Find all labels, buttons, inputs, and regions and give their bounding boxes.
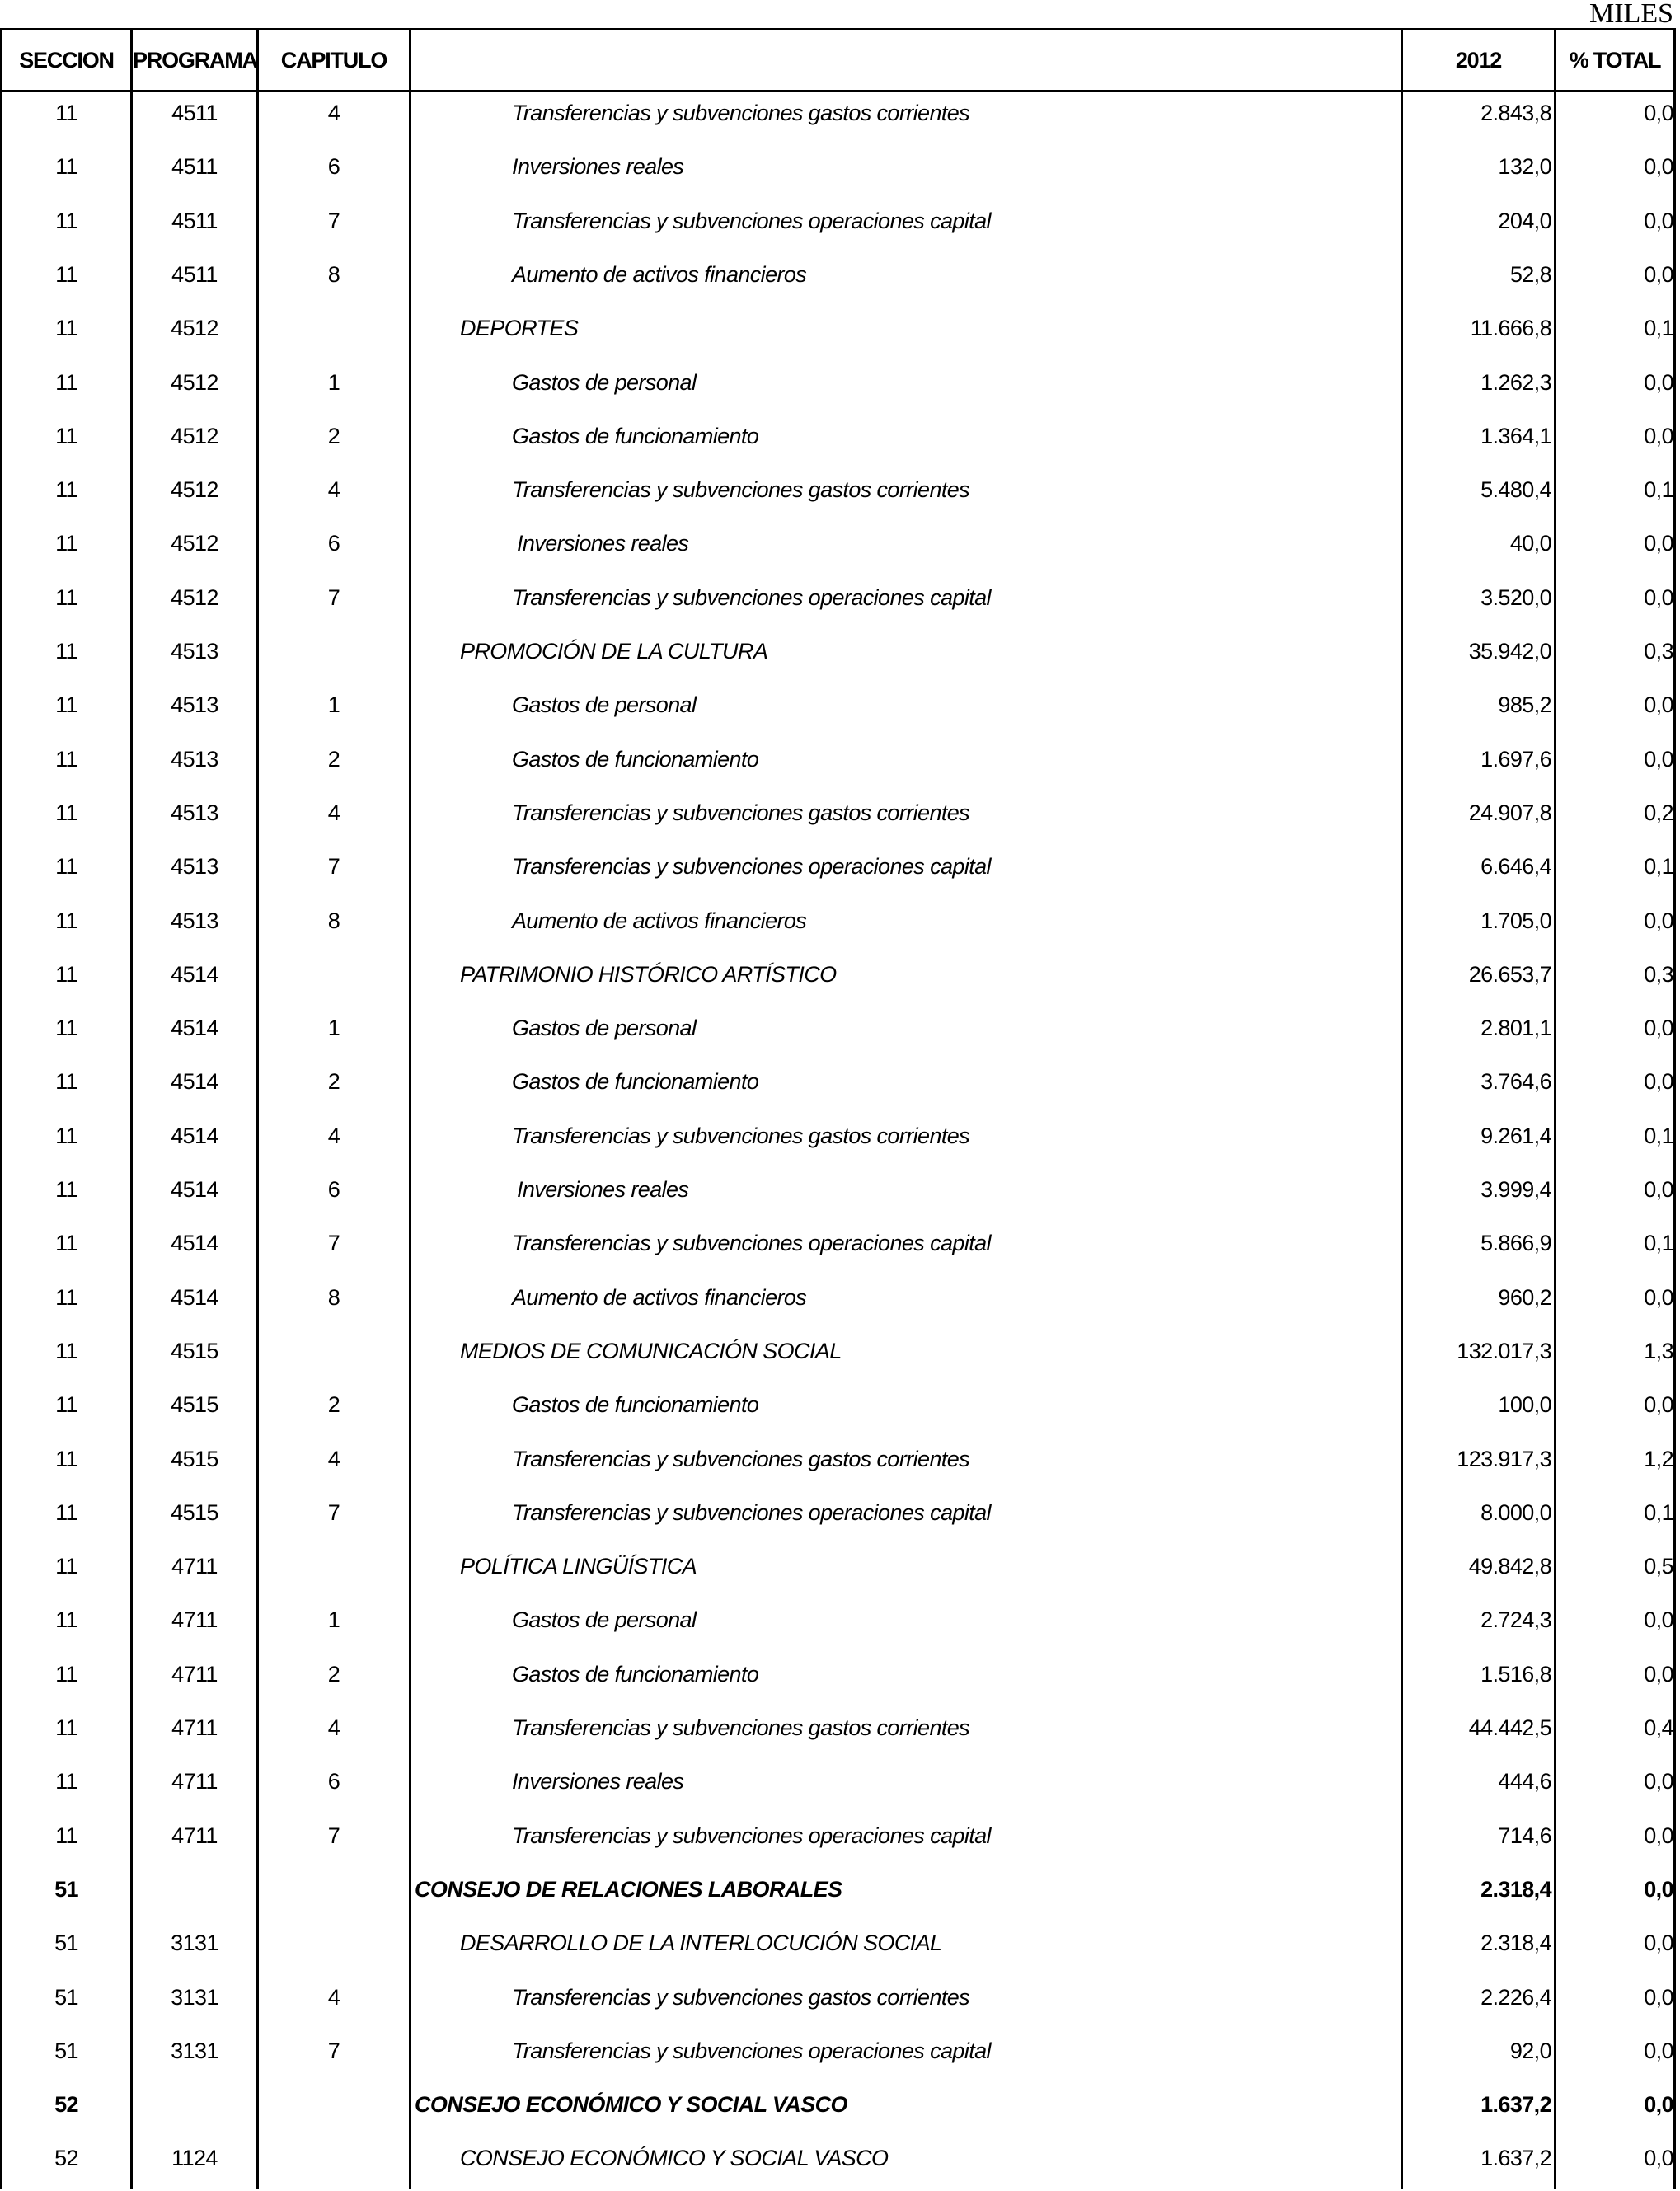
row-capitulo: 2 xyxy=(327,746,340,772)
row-pct-total: 0,0 xyxy=(1644,584,1673,610)
row-importe: 2.226,4 xyxy=(1481,1984,1551,2010)
table-row xyxy=(2,1438,1673,1492)
row-capitulo xyxy=(259,1546,409,1599)
table-row xyxy=(2,792,1673,846)
row-capitulo: 1 xyxy=(327,1607,340,1633)
row-importe: 2.318,4 xyxy=(1481,1876,1551,1902)
budget-table xyxy=(0,28,1676,2189)
row-seccion: 11 xyxy=(55,1499,77,1525)
row-capitulo: 7 xyxy=(327,1499,340,1525)
row-importe: 8.000,0 xyxy=(1481,1499,1551,1525)
table-row xyxy=(2,2030,1673,2084)
row-descripcion: Transferencias y subvenciones gastos corrientes xyxy=(512,477,970,503)
row-importe: 1.516,8 xyxy=(1481,1661,1551,1687)
row-descripcion: Gastos de personal xyxy=(512,1607,697,1633)
row-descripcion: Transferencias y subvenciones operaciones capital xyxy=(512,1231,991,1256)
row-pct-total: 0,1 xyxy=(1644,316,1673,341)
table-row xyxy=(2,1169,1673,1222)
row-descripcion: CONSEJO DE RELACIONES LABORALES xyxy=(415,1876,842,1902)
row-pct-total: 0,1 xyxy=(1644,854,1673,880)
row-importe: 35.942,0 xyxy=(1468,639,1551,664)
row-programa: 4513 xyxy=(171,800,218,825)
row-capitulo: 2 xyxy=(327,423,340,448)
table-row xyxy=(2,1492,1673,1546)
row-capitulo xyxy=(259,631,409,684)
row-pct-total: 0,0 xyxy=(1644,208,1673,233)
row-seccion: 11 xyxy=(55,961,77,987)
row-importe: 40,0 xyxy=(1509,531,1551,556)
table-row xyxy=(2,2084,1673,2137)
row-seccion: 11 xyxy=(55,1069,77,1095)
row-importe: 444,6 xyxy=(1498,1769,1551,1795)
row-capitulo: 8 xyxy=(327,908,340,933)
row-seccion: 11 xyxy=(55,1177,77,1202)
row-programa: 4515 xyxy=(171,1338,218,1363)
row-programa: 4513 xyxy=(171,746,218,772)
row-descripcion: Transferencias y subvenciones operaciones capital xyxy=(512,1823,991,1848)
row-pct-total: 0,1 xyxy=(1644,477,1673,503)
row-programa: 1124 xyxy=(171,2146,218,2171)
row-descripcion: Transferencias y subvenciones gastos corrientes xyxy=(512,101,970,125)
row-descripcion: Aumento de activos financieros xyxy=(512,261,807,287)
row-descripcion: Transferencias y subvenciones gastos corrientes xyxy=(512,1123,970,1148)
row-descripcion: Transferencias y subvenciones gastos corrientes xyxy=(512,1984,970,2010)
row-seccion: 11 xyxy=(55,531,77,556)
row-capitulo: 8 xyxy=(327,1284,340,1310)
row-capitulo: 6 xyxy=(327,154,340,180)
row-importe: 49.842,8 xyxy=(1468,1554,1551,1579)
row-importe: 132.017,3 xyxy=(1457,1338,1551,1363)
row-pct-total: 0,0 xyxy=(1644,1984,1673,2010)
header-year: 2012 xyxy=(1455,48,1502,73)
row-pct-total: 0,0 xyxy=(1644,2092,1673,2118)
row-descripcion: Transferencias y subvenciones gastos corrientes xyxy=(512,1446,970,1471)
row-importe: 1.697,6 xyxy=(1481,746,1551,772)
row-seccion: 11 xyxy=(55,154,77,180)
row-capitulo: 6 xyxy=(327,1769,340,1795)
row-pct-total: 0,1 xyxy=(1644,1231,1673,1256)
row-seccion: 11 xyxy=(55,1715,77,1740)
row-programa: 4511 xyxy=(171,101,218,125)
row-seccion: 11 xyxy=(55,1554,77,1579)
row-pct-total: 0,1 xyxy=(1644,1499,1673,1525)
row-descripcion: Transferencias y subvenciones gastos corrientes xyxy=(512,1715,970,1740)
row-seccion: 11 xyxy=(55,477,77,503)
table-row xyxy=(2,469,1673,523)
row-seccion: 11 xyxy=(55,1446,77,1471)
row-capitulo xyxy=(259,1869,409,1922)
row-pct-total: 0,0 xyxy=(1644,2146,1673,2171)
row-pct-total: 0,4 xyxy=(1644,1715,1673,1740)
row-importe: 1.705,0 xyxy=(1481,908,1551,933)
row-seccion: 11 xyxy=(55,1823,77,1848)
table-row xyxy=(2,92,1673,146)
row-pct-total: 0,0 xyxy=(1644,908,1673,933)
row-capitulo: 4 xyxy=(327,101,340,125)
row-seccion: 52 xyxy=(54,2146,78,2171)
row-descripcion: Aumento de activos financieros xyxy=(512,908,807,933)
row-descripcion: CONSEJO ECONÓMICO Y SOCIAL VASCO xyxy=(460,2146,889,2171)
row-capitulo: 7 xyxy=(327,1823,340,1848)
table-row xyxy=(2,954,1673,1007)
units-label: MILES xyxy=(1589,0,1673,29)
row-descripcion: Gastos de personal xyxy=(512,369,697,395)
table-row xyxy=(2,1277,1673,1330)
row-programa: 4511 xyxy=(171,261,218,287)
table-row xyxy=(2,523,1673,576)
header-pct-total: % TOTAL xyxy=(1569,48,1661,73)
table-row xyxy=(2,1707,1673,1761)
row-descripcion: CONSEJO ECONÓMICO Y SOCIAL VASCO xyxy=(415,2092,847,2118)
row-capitulo: 2 xyxy=(327,1069,340,1095)
table-row xyxy=(2,1115,1673,1169)
row-importe: 2.318,4 xyxy=(1481,1931,1551,1956)
table-row xyxy=(2,631,1673,684)
row-descripcion: Gastos de funcionamiento xyxy=(512,1661,759,1687)
table-row xyxy=(2,739,1673,792)
row-seccion: 11 xyxy=(55,1392,77,1418)
row-capitulo xyxy=(259,1922,409,1976)
row-programa xyxy=(133,2084,256,2137)
row-programa: 4515 xyxy=(171,1446,218,1471)
row-programa: 4514 xyxy=(171,1016,218,1041)
table-row xyxy=(2,846,1673,899)
table-row xyxy=(2,200,1673,254)
row-capitulo xyxy=(259,307,409,361)
row-programa: 4515 xyxy=(171,1499,218,1525)
row-programa: 4512 xyxy=(171,477,218,503)
row-programa: 4514 xyxy=(171,1069,218,1095)
row-importe: 2.801,1 xyxy=(1481,1016,1551,1041)
row-programa: 4515 xyxy=(171,1392,218,1418)
row-seccion: 11 xyxy=(55,746,77,772)
table-row xyxy=(2,684,1673,738)
row-capitulo: 2 xyxy=(327,1392,340,1418)
row-programa: 4514 xyxy=(171,1284,218,1310)
row-descripcion: POLÍTICA LINGÜÍSTICA xyxy=(460,1554,697,1579)
row-importe: 204,0 xyxy=(1498,208,1551,233)
row-seccion: 11 xyxy=(55,1231,77,1256)
row-seccion: 51 xyxy=(54,2038,78,2063)
row-seccion: 51 xyxy=(54,1931,78,1956)
row-seccion: 11 xyxy=(55,423,77,448)
row-programa: 4511 xyxy=(171,154,218,180)
row-importe: 9.261,4 xyxy=(1481,1123,1551,1148)
row-importe: 5.480,4 xyxy=(1481,477,1551,503)
row-pct-total: 0,5 xyxy=(1644,1554,1673,1579)
row-pct-total: 0,0 xyxy=(1644,1876,1673,1902)
row-seccion: 11 xyxy=(55,369,77,395)
table-row xyxy=(2,415,1673,469)
row-pct-total: 0,0 xyxy=(1644,1284,1673,1310)
row-seccion: 11 xyxy=(55,584,77,610)
header-capitulo: CAPITULO xyxy=(280,48,387,73)
row-pct-total: 0,0 xyxy=(1644,1392,1673,1418)
table-row xyxy=(2,1922,1673,1976)
row-importe: 123.917,3 xyxy=(1457,1446,1551,1471)
table-row xyxy=(2,1761,1673,1814)
table-row xyxy=(2,577,1673,631)
row-seccion: 11 xyxy=(55,1607,77,1633)
row-importe: 100,0 xyxy=(1498,1392,1551,1418)
row-programa: 4512 xyxy=(171,584,218,610)
row-importe: 52,8 xyxy=(1509,261,1551,287)
row-seccion: 11 xyxy=(55,854,77,880)
row-pct-total: 0,0 xyxy=(1644,1177,1673,1202)
row-importe: 1.364,1 xyxy=(1481,423,1551,448)
row-capitulo: 8 xyxy=(327,261,340,287)
table-row xyxy=(2,1599,1673,1653)
row-importe: 3.764,6 xyxy=(1481,1069,1551,1095)
row-programa: 4512 xyxy=(171,423,218,448)
row-pct-total: 0,0 xyxy=(1644,692,1673,718)
row-importe: 44.442,5 xyxy=(1468,1715,1551,1740)
row-programa: 4514 xyxy=(171,1123,218,1148)
row-pct-total: 1,2 xyxy=(1644,1446,1673,1471)
row-importe: 2.724,3 xyxy=(1481,1607,1551,1633)
table-row xyxy=(2,1546,1673,1599)
row-descripcion: Gastos de funcionamiento xyxy=(512,1069,759,1095)
table-row xyxy=(2,307,1673,361)
row-capitulo: 1 xyxy=(327,369,340,395)
row-descripcion: Transferencias y subvenciones operaciones capital xyxy=(512,208,991,233)
row-descripcion: Gastos de personal xyxy=(512,1016,697,1041)
row-programa: 4512 xyxy=(171,369,218,395)
table-row xyxy=(2,146,1673,199)
row-pct-total: 0,0 xyxy=(1644,261,1673,287)
row-programa: 4514 xyxy=(171,961,218,987)
table-header xyxy=(2,30,1673,92)
row-capitulo: 4 xyxy=(327,800,340,825)
row-importe: 26.653,7 xyxy=(1468,961,1551,987)
row-capitulo: 4 xyxy=(327,477,340,503)
row-importe: 2.843,8 xyxy=(1481,101,1551,125)
row-pct-total: 0,0 xyxy=(1644,1823,1673,1848)
row-capitulo xyxy=(259,2084,409,2137)
table-row xyxy=(2,1869,1673,1922)
row-programa: 3131 xyxy=(171,1931,218,1956)
row-capitulo: 7 xyxy=(327,2038,340,2063)
row-descripcion: Transferencias y subvenciones operaciones capital xyxy=(512,1499,991,1525)
row-capitulo: 7 xyxy=(327,208,340,233)
row-programa: 4512 xyxy=(171,316,218,341)
row-descripcion: Gastos de funcionamiento xyxy=(512,746,759,772)
table-row xyxy=(2,1330,1673,1384)
table-row xyxy=(2,254,1673,307)
row-programa: 4513 xyxy=(171,854,218,880)
row-seccion: 11 xyxy=(55,208,77,233)
row-descripcion: Inversiones reales xyxy=(512,1769,684,1795)
row-descripcion: Transferencias y subvenciones operaciones capital xyxy=(512,584,991,610)
row-importe: 6.646,4 xyxy=(1481,854,1551,880)
row-seccion: 11 xyxy=(55,261,77,287)
row-seccion: 11 xyxy=(55,639,77,664)
row-programa: 4512 xyxy=(171,531,218,556)
header-seccion: SECCION xyxy=(19,48,114,73)
row-importe: 92,0 xyxy=(1509,2038,1551,2063)
row-seccion: 51 xyxy=(54,1984,78,2010)
row-descripcion: Gastos de funcionamiento xyxy=(512,1392,759,1418)
header-programa: PROGRAMA xyxy=(133,48,257,73)
row-capitulo: 1 xyxy=(327,1016,340,1041)
row-capitulo: 7 xyxy=(327,854,340,880)
row-pct-total: 0,1 xyxy=(1644,1123,1673,1148)
row-seccion: 11 xyxy=(55,101,77,125)
row-seccion: 11 xyxy=(55,1769,77,1795)
row-pct-total: 0,0 xyxy=(1644,101,1673,125)
row-capitulo: 6 xyxy=(327,531,340,556)
row-pct-total: 0,0 xyxy=(1644,1069,1673,1095)
table-row xyxy=(2,1815,1673,1869)
row-programa: 4711 xyxy=(171,1607,218,1633)
row-pct-total: 0,3 xyxy=(1644,961,1673,987)
row-capitulo: 7 xyxy=(327,584,340,610)
row-descripcion: PATRIMONIO HISTÓRICO ARTÍSTICO xyxy=(460,961,837,987)
row-programa: 4513 xyxy=(171,692,218,718)
row-programa: 4513 xyxy=(171,908,218,933)
table-row xyxy=(2,362,1673,415)
table-row xyxy=(2,1654,1673,1707)
row-programa: 3131 xyxy=(171,1984,218,2010)
row-programa: 3131 xyxy=(171,2038,218,2063)
row-programa: 4711 xyxy=(171,1554,218,1579)
row-descripcion: DEPORTES xyxy=(460,316,579,341)
row-programa: 4514 xyxy=(171,1177,218,1202)
row-importe: 132,0 xyxy=(1498,154,1551,180)
row-pct-total: 1,3 xyxy=(1644,1338,1673,1363)
row-importe: 5.866,9 xyxy=(1481,1231,1551,1256)
row-descripcion: Transferencias y subvenciones operaciones capital xyxy=(512,2038,991,2063)
row-descripcion: Gastos de funcionamiento xyxy=(512,423,759,448)
row-seccion: 11 xyxy=(55,316,77,341)
table-row xyxy=(2,1061,1673,1114)
row-pct-total: 0,0 xyxy=(1644,423,1673,448)
row-importe: 1.637,2 xyxy=(1481,2092,1551,2118)
row-capitulo: 1 xyxy=(327,692,340,718)
row-descripcion: Aumento de activos financieros xyxy=(512,1284,807,1310)
row-descripcion: DESARROLLO DE LA INTERLOCUCIÓN SOCIAL xyxy=(460,1931,942,1956)
row-capitulo xyxy=(259,1330,409,1384)
row-importe: 1.637,2 xyxy=(1481,2146,1551,2171)
row-pct-total: 0,0 xyxy=(1644,1661,1673,1687)
row-descripcion: MEDIOS DE COMUNICACIÓN SOCIAL xyxy=(460,1338,842,1363)
row-seccion: 11 xyxy=(55,692,77,718)
row-programa xyxy=(133,1869,256,1922)
row-descripcion: PROMOCIÓN DE LA CULTURA xyxy=(460,639,768,664)
row-seccion: 11 xyxy=(55,908,77,933)
row-capitulo: 4 xyxy=(327,1123,340,1148)
row-importe: 960,2 xyxy=(1498,1284,1551,1310)
row-pct-total: 0,0 xyxy=(1644,154,1673,180)
row-capitulo xyxy=(259,2137,409,2191)
row-importe: 1.262,3 xyxy=(1481,369,1551,395)
row-descripcion: Inversiones reales xyxy=(517,1177,689,1202)
row-capitulo: 4 xyxy=(327,1715,340,1740)
row-importe: 985,2 xyxy=(1498,692,1551,718)
row-seccion: 11 xyxy=(55,1338,77,1363)
row-seccion: 11 xyxy=(55,1284,77,1310)
row-descripcion: Transferencias y subvenciones operaciones capital xyxy=(512,854,991,880)
row-importe: 3.520,0 xyxy=(1481,584,1551,610)
row-capitulo: 2 xyxy=(327,1661,340,1687)
row-seccion: 11 xyxy=(55,800,77,825)
table-row xyxy=(2,1222,1673,1276)
row-pct-total: 0,3 xyxy=(1644,639,1673,664)
row-pct-total: 0,0 xyxy=(1644,1016,1673,1041)
row-capitulo: 6 xyxy=(327,1177,340,1202)
row-pct-total: 0,0 xyxy=(1644,1607,1673,1633)
row-descripcion: Gastos de personal xyxy=(512,692,697,718)
row-seccion: 52 xyxy=(54,2092,78,2118)
table-row xyxy=(2,1977,1673,2030)
row-importe: 11.666,8 xyxy=(1470,316,1551,341)
row-programa: 4514 xyxy=(171,1231,218,1256)
row-descripcion: Inversiones reales xyxy=(512,154,684,180)
row-seccion: 51 xyxy=(54,1876,78,1902)
row-capitulo: 7 xyxy=(327,1231,340,1256)
row-pct-total: 0,0 xyxy=(1644,1931,1673,1956)
row-descripcion: Transferencias y subvenciones gastos corrientes xyxy=(512,800,970,825)
row-seccion: 11 xyxy=(55,1661,77,1687)
row-seccion: 11 xyxy=(55,1123,77,1148)
row-pct-total: 0,2 xyxy=(1644,800,1673,825)
row-programa: 4711 xyxy=(171,1823,218,1848)
row-importe: 714,6 xyxy=(1498,1823,1551,1848)
row-programa: 4711 xyxy=(171,1715,218,1740)
row-capitulo: 4 xyxy=(327,1984,340,2010)
row-pct-total: 0,0 xyxy=(1644,369,1673,395)
row-importe: 3.999,4 xyxy=(1481,1177,1551,1202)
row-seccion: 11 xyxy=(55,1016,77,1041)
row-programa: 4513 xyxy=(171,639,218,664)
row-pct-total: 0,0 xyxy=(1644,746,1673,772)
row-programa: 4711 xyxy=(171,1661,218,1687)
row-importe: 24.907,8 xyxy=(1468,800,1551,825)
row-capitulo: 4 xyxy=(327,1446,340,1471)
table-row xyxy=(2,900,1673,954)
row-pct-total: 0,0 xyxy=(1644,531,1673,556)
row-descripcion: Inversiones reales xyxy=(517,531,689,556)
row-programa: 4711 xyxy=(171,1769,218,1795)
table-row xyxy=(2,1384,1673,1438)
row-pct-total: 0,0 xyxy=(1644,2038,1673,2063)
row-pct-total: 0,0 xyxy=(1644,1769,1673,1795)
header-descripcion xyxy=(411,30,1401,90)
row-capitulo xyxy=(259,954,409,1007)
table-row xyxy=(2,1007,1673,1061)
row-programa: 4511 xyxy=(171,208,218,233)
table-row xyxy=(2,2137,1673,2191)
